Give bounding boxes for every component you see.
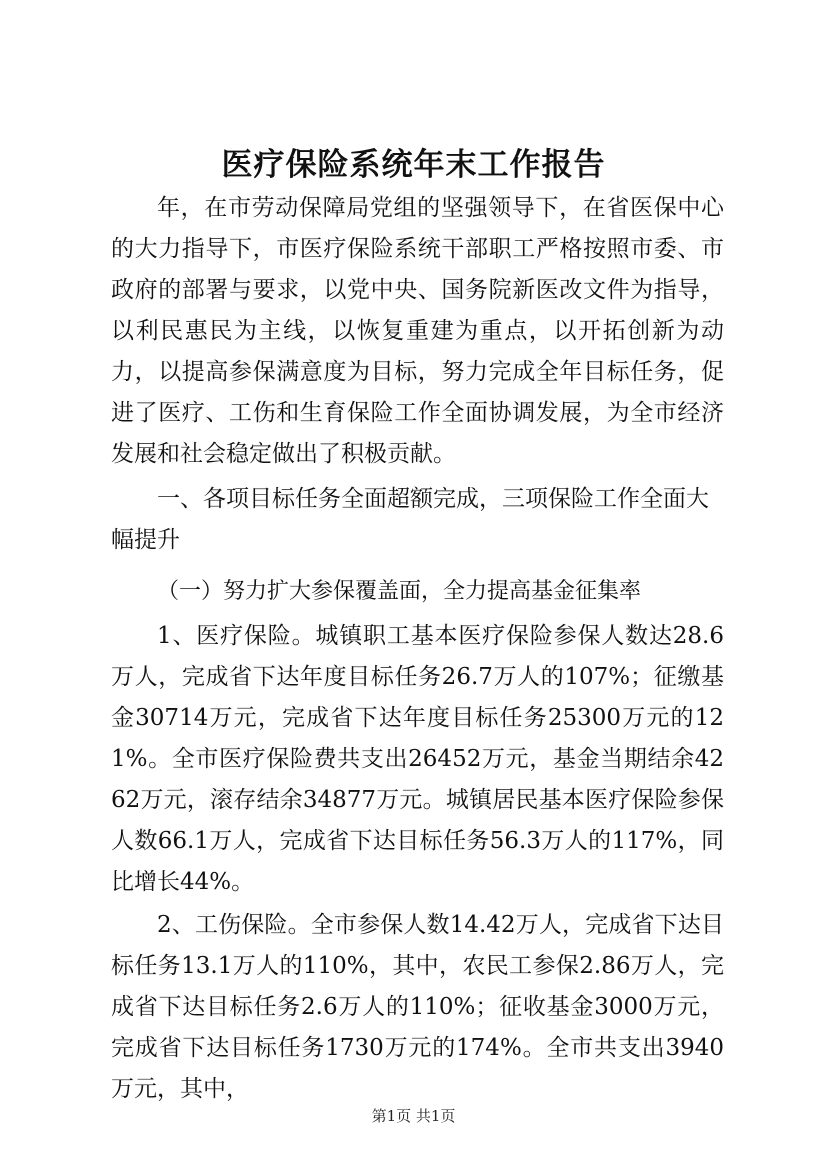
page-number-footer: 第1页 共1页	[371, 1107, 456, 1125]
work-injury-insurance-paragraph: 2、工伤保险。全市参保人数14.42万人，完成省下达目标任务13.1万人的110%，其中，农民工参保2.86万人，完成省下达目标任务2.6万人的110%；征收基金3000万元，完成省下达目标任务1730万元的174%。全市共支出3940万元，其中，	[111, 912, 724, 1102]
section-heading-1: 一、各项目标任务全面超额完成，三项保险工作全面大幅提升	[111, 486, 709, 553]
subsection-heading-1: （一）努力扩大参保覆盖面，全力提高基金征集率	[157, 579, 642, 604]
intro-paragraph: 年，在市劳动保障局党组的坚强领导下，在省医保中心的大力指导下，市医疗保险系统干部职工严格按照市委、市政府的部署与要求，以党中央、国务院新医改文件为指导，以利民惠民为主线，以恢复重建为重点，以开拓创新为动力，以提高参保满意度为目标，努力完成全年目标任务，促进了医疗、工伤和生育保险工作全面协调发展，为全市经济发展和社会稳定做出了积极贡献。	[111, 195, 724, 467]
medical-insurance-paragraph: 1、医疗保险。城镇职工基本医疗保险参保人数达28.6万人，完成省下达年度目标任务26.7万人的107%；征缴基金30714万元，完成省下达年度目标任务25300万元的121%。全市医疗保险费共支出26452万元，基金当期结余4262万元，滚存结余34877万元。城镇居民基本医疗保险参保人数66.1万人，完成省下达目标任务56.3万人的117%，同比增长44%。	[111, 623, 724, 895]
document-title: 医疗保险系统年末工作报告	[221, 147, 606, 183]
document-body	[111, 188, 724, 1110]
